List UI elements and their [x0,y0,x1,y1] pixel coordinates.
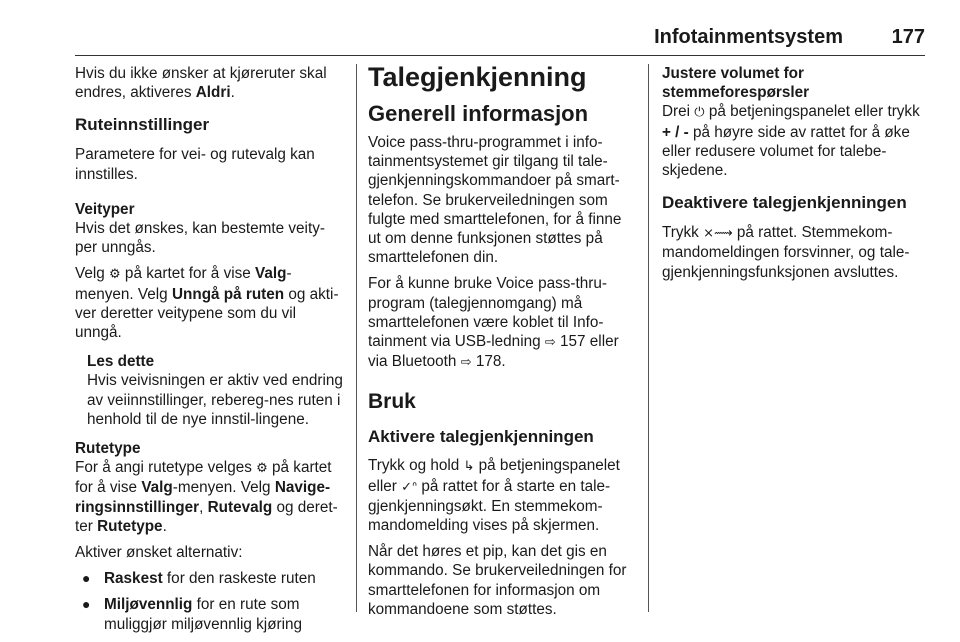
instr-text: på betjeningspanelet eller trykk [704,103,920,121]
note-box [75,352,347,429]
instr-text: på kartet for å vise [75,459,332,497]
header-rule [75,55,925,56]
menu-item: Rutevalg [207,498,273,516]
option-name: Miljøvennlig [104,596,193,614]
activate-instruction [368,456,636,535]
instr-text: på rattet for å starte en tale-gjenkjenningsøkt. En stemmekom-mandomelding vises på skjermen. [368,477,611,535]
column-right [662,64,930,282]
subheading-activate: Aktivere talegjenkjenningen [368,427,594,447]
note-title: Les dette [87,353,155,371]
option-text: for en rute som muliggjør miljøvennlig kjøring [104,596,303,633]
heading-route-type: Rutetype [75,440,141,458]
end-call-icon: ⨯⟿ [703,226,733,242]
road-types-text: Hvis det ønskes, kan bestemte veity-per unngås. [75,220,325,257]
instr-text: -menyen. Velg [172,479,275,497]
instr-text: og akti-ver deretter veitypene som du vil unngå. [75,285,339,342]
settings-icon: ⚙ [109,267,121,283]
section-heading-general: Generell informasjon [368,101,589,126]
menu-item: Unngå på ruten [171,285,285,303]
page-ref-icon: ⇨ [544,335,556,351]
menu-name: Valg [141,479,173,497]
instr-text: -menyen. Velg [75,265,292,303]
page-ref: 178 [475,353,502,371]
heading-volume: Justere volumet for stemmeforespørsler [662,65,810,102]
volume-knob-icon: ⏻ [694,105,705,121]
req-text: eller via Bluetooth [368,333,619,371]
instr-text: og deret-ter [75,498,338,535]
button-label: + / - [662,123,689,141]
activate-text: Aktiver ønsket alternativ: [75,544,243,562]
header-title: Infotainmentsystem [654,26,843,48]
instr-text: på kartet for å vise [120,265,256,283]
req-text: For å kunne bruke Voice pass-thru-program (talegjennomgang) må smarttelefonen være koblet til Info-tainment via USB-ledning [368,275,607,351]
instr-text: , [199,498,208,516]
road-types-instruction [75,264,347,342]
intro-option: Aldri [195,84,231,102]
volume-instruction [662,102,930,180]
menu-item: Navige-ringsinnstillinger [75,479,331,516]
route-settings-text: Parametere for vei- og rutevalg kan innstilles. [75,146,315,183]
instr-text: på høyre side av rattet for å øke eller redusere volumet for talebe-skjedene. [662,123,910,180]
instr-text: Trykk og hold [368,457,464,475]
instr-text: på rattet. Stemmekom-mandomeldingen forsvinner, og tale-gjenkjenningsfunksjonen avsluttes. [662,224,910,281]
section-heading-route-settings: Ruteinnstillinger [75,115,210,135]
column-divider [648,64,649,612]
general-text: Voice pass-thru-programmet i info-tainmentsystemet gir tilgang til tale-gjenkjenningskommandoer på smart-telefon. Se brukerveiledningen som fulgte med smarttelefonen, for å finne ut om denne funksjonen støttes på smarttelefonen din. [368,134,622,267]
instr-text: Trykk [662,224,704,242]
chapter-title: Talegjenkjenning [368,62,587,92]
beep-text: Når det høres et pip, kan det gis en kommando. Se brukerveiledningen for smarttelefonen for informasjon om kommandoene som støttes. [368,543,627,618]
note-text: Hvis veivisningen er aktiv ved endring av veiinnstillinger, rebereg-nes ruten i henhold til de nye innstil-lingene. [87,372,343,428]
heading-road-types: Veityper [75,200,135,218]
bullet-icon: ● [82,570,91,587]
intro-text: Hvis du ikke ønsker at kjøreruter skal endres, aktiveres [75,65,327,102]
route-type-instruction [75,458,347,536]
bullet-icon: ● [82,596,91,613]
deactivate-instruction [662,223,930,282]
instr-text: på betjeningspanelet eller [368,457,620,495]
column-left [75,64,347,634]
page-header [75,26,925,54]
settings-icon: ⚙ [256,461,268,477]
instr-text: Velg [75,265,110,283]
req-text: . [501,353,506,371]
list-item [75,569,347,588]
voice-panel-icon: ↳ [463,459,475,475]
intro-end: . [230,84,235,102]
intro-paragraph [75,64,347,102]
column-middle [368,64,636,619]
instr-text: Drei [662,103,695,121]
list-item [75,595,347,633]
page-ref-icon: ⇨ [460,355,472,371]
voice-wheel-icon: ✓ᐢ [401,479,418,495]
heading-deactivate: Deaktivere talegjenkjenningen [662,193,907,213]
page-number: 177 [891,26,925,48]
option-name: Raskest [104,570,163,588]
menu-name: Valg [255,265,287,283]
option-text: for den raskeste ruten [162,570,316,588]
requirements-text [368,274,636,372]
page-ref: 157 [560,333,586,351]
menu-item: Rutetype [97,517,163,535]
instr-text: For å angi rutetype velges [75,459,257,477]
instr-text: . [162,517,167,535]
column-divider [356,64,357,612]
section-heading-use: Bruk [368,390,416,414]
